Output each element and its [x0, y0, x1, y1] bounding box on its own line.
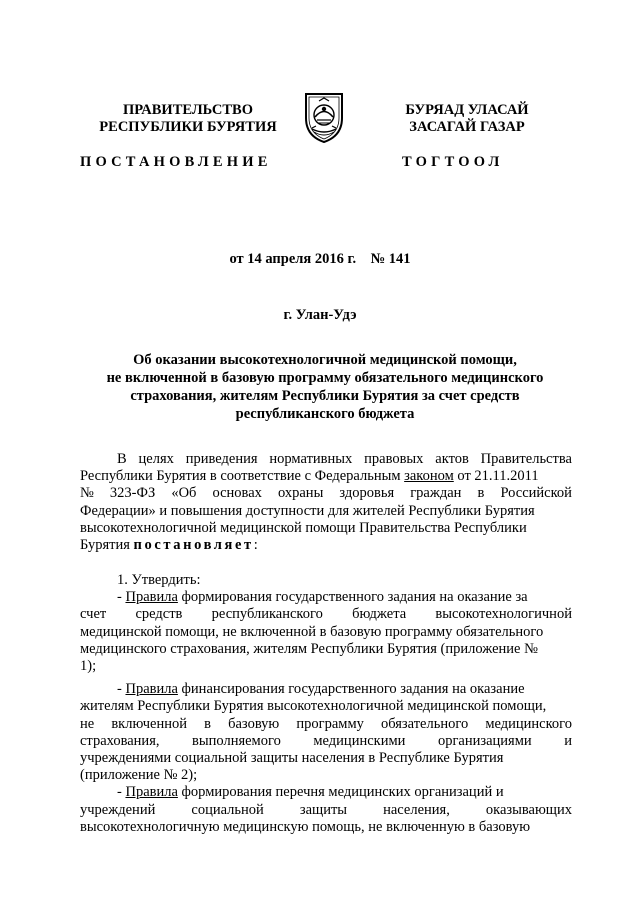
text: :	[253, 537, 258, 554]
word: страхования,	[80, 732, 160, 749]
word: 323-ФЗ	[109, 485, 156, 502]
word: оказывающих	[485, 801, 572, 818]
word: учреждений	[80, 801, 156, 818]
approve-line: 1. Утвердить:	[117, 572, 201, 588]
preamble-line-5: высокотехнологичной медицинской помощи Правительства Республики	[80, 519, 527, 536]
word: правовых	[364, 451, 424, 467]
word: счет	[80, 606, 107, 623]
word: не	[80, 715, 95, 732]
federal-law-link[interactable]: законом	[404, 468, 454, 485]
text: формирования государственного задания на оказание за	[177, 589, 528, 606]
title-line: республиканского бюджета	[235, 406, 415, 422]
issuer-left	[78, 102, 298, 136]
title-line: не включенной в базовую программу обязательного медицинского	[106, 370, 544, 386]
rule-2-line-3	[80, 716, 572, 733]
word: нормативных	[269, 451, 353, 467]
text: от 21.11.2011	[453, 468, 539, 485]
word: защиты	[299, 801, 348, 818]
text: -	[117, 589, 126, 606]
title-line: страхования, жителям Республики Бурятия за счет средств	[130, 388, 520, 404]
word: «Об	[171, 485, 197, 502]
word: программу	[296, 715, 364, 732]
word: в	[477, 485, 485, 502]
title-line: Об оказании высокотехнологичной медицинской помощи,	[133, 352, 517, 368]
word: медицинского	[485, 715, 572, 732]
rule-2-line-5: учреждениями социальной защиты населения в Республике Бурятия	[80, 750, 504, 767]
word: организациями	[437, 732, 532, 749]
word: республиканского	[211, 606, 323, 623]
word: и	[564, 732, 572, 749]
item-1	[80, 572, 572, 836]
word: базовую	[228, 715, 280, 732]
document-title	[80, 351, 570, 423]
word: в	[204, 715, 211, 732]
rule-3-line-2	[80, 802, 572, 819]
preamble-line-6	[80, 537, 572, 554]
text: -	[117, 681, 126, 698]
word: актов	[435, 451, 469, 467]
rule-1-line-3: медицинской помощи, не включенной в базовую программу обязательного	[80, 623, 544, 640]
preamble-line-3	[80, 485, 572, 502]
decree-word: постановляет	[133, 537, 254, 554]
issuer-right-line1: БУРЯАД УЛАСАЙ	[405, 102, 529, 118]
word: бюджета	[352, 606, 407, 623]
word: средств	[135, 606, 183, 623]
word: №	[80, 485, 94, 502]
word: включенной	[111, 715, 187, 732]
coat-of-arms-emblem	[302, 88, 346, 144]
word: медицинскими	[313, 732, 406, 749]
text: Республики Бурятия в соответствие с Федеральным	[80, 468, 405, 485]
rule-3-line-3: высокотехнологичную медицинскую помощь, не включенную в базовую	[80, 818, 531, 835]
rules-2-link[interactable]: Правила	[125, 681, 178, 698]
issuer-right	[377, 102, 557, 136]
word: Правительства	[480, 451, 572, 467]
issuer-right-line2: ЗАСАГАЙ ГАЗАР	[409, 119, 525, 135]
word: Российской	[500, 485, 572, 502]
word: социальной	[191, 801, 264, 818]
city-line: г. Улан-Удэ	[283, 307, 357, 323]
date-number-line: от 14 апреля 2016 г. № 141	[229, 251, 411, 267]
rules-1-link[interactable]: Правила	[125, 589, 178, 606]
word: выполняемого	[192, 732, 281, 749]
word: целях	[138, 451, 174, 467]
doc-type-right: ТОГТООЛ	[402, 154, 504, 170]
word: обязательного	[381, 715, 469, 732]
preamble-paragraph	[80, 451, 572, 554]
word: основах	[212, 485, 262, 502]
preamble-line-2	[80, 468, 572, 485]
rule-1-line-4: медицинского страхования, жителям Республики Бурятия (приложение №	[80, 640, 538, 657]
word: граждан	[410, 485, 462, 502]
doc-type-left: ПОСТАНОВЛЕНИЕ	[80, 154, 272, 170]
rule-2-line-4	[80, 733, 572, 750]
rule-2-line-2: жителям Республики Бурятия высокотехнологичной медицинской помощи,	[80, 698, 547, 715]
text: -	[117, 784, 126, 801]
rule-1-line-2	[80, 606, 572, 623]
rules-3-link[interactable]: Правила	[125, 784, 178, 801]
rule-1-line-5: 1);	[80, 658, 97, 675]
word: В	[117, 451, 127, 467]
rule-1-line-1	[80, 589, 572, 606]
word: высокотехнологичной	[435, 606, 572, 623]
word: населения,	[383, 801, 450, 818]
word: приведения	[185, 451, 258, 467]
text: формирования перечня медицинских организаций и	[177, 784, 504, 801]
issuer-left-line1: ПРАВИТЕЛЬСТВО	[123, 102, 253, 118]
preamble-line-4: Федерации» и повышения доступности для жителей Республики Бурятия	[80, 502, 535, 519]
word: охраны	[277, 485, 324, 502]
preamble-line-1	[80, 451, 572, 468]
text: Бурятия	[80, 537, 134, 554]
rule-2-line-6: (приложение № 2);	[80, 767, 198, 784]
word: здоровья	[339, 485, 395, 502]
rule-2-line-1	[80, 681, 572, 698]
rule-3-line-1	[80, 784, 572, 801]
text: финансирования государственного задания на оказание	[177, 681, 525, 698]
issuer-left-line2: РЕСПУБЛИКИ БУРЯТИЯ	[99, 119, 277, 135]
